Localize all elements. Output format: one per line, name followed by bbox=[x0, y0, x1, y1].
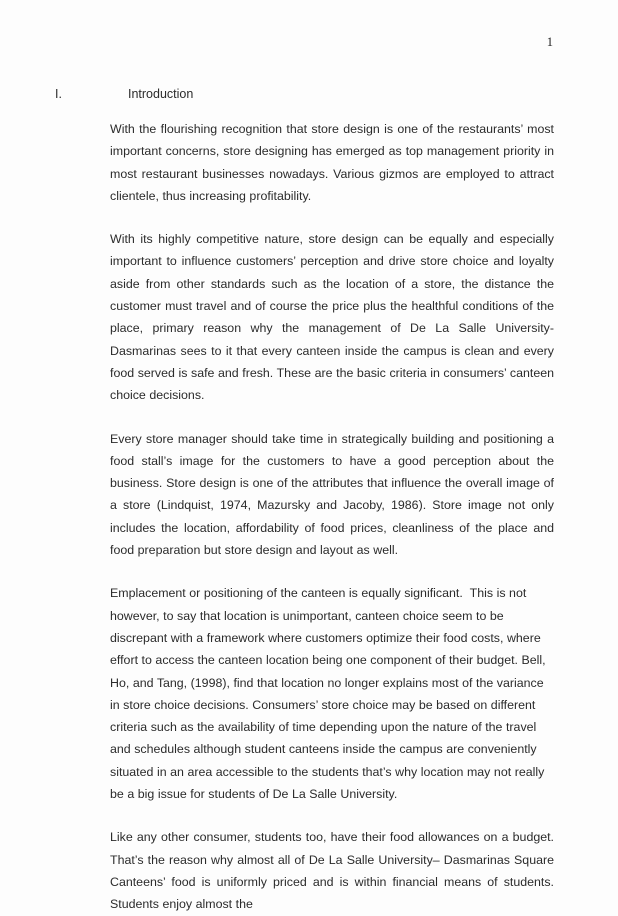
paragraph: With the flourishing recognition that store design is one of the restaurants’ most important concerns, store designing has emerged as top management priority in most restaurant businesses nowadays. Various gizmos are employed to attract clientele, thus increasing profitability. bbox=[110, 122, 558, 203]
paragraph: Like any other consumer, students too, have their food allowances on a budget. That’s the reason why almost all of De La Salle University– Dasmarinas Square Canteens’ food is uniformly priced and is within financial means of students. Students enjoy almost the bbox=[110, 830, 558, 912]
section-heading bbox=[55, 86, 555, 103]
body-text bbox=[110, 118, 558, 916]
section-title: Introduction bbox=[128, 87, 194, 101]
paragraph: Emplacement or positioning of the canteen is equally significant. This is not however, to say that location is unimportant, canteen choice seem to be discrepant with a framework where customers optimize their food costs, where effort to access the canteen location being one component of their budget. Bell, Ho, and Tang, (1998), find that location no longer explains most of the variance in store choice decisions. Consumers’ store choice may be based on different criteria such as the availability of time depending upon the nature of the travel and schedules although student canteens inside the campus are conveniently situated in an area accessible to the students that’s why location may not really be a big issue for students of De La Salle University. bbox=[110, 586, 550, 802]
section-numeral: I. bbox=[55, 87, 62, 101]
page-header bbox=[0, 32, 618, 52]
page-number: 1 bbox=[546, 35, 553, 49]
paragraph: Every store manager should take time in strategically building and positioning a food stall’s image for the customers to have a good perception about the business. Store design is one of the attributes that influence the overall image of a store (Lindquist, 1974, Mazursky and Jacoby, 1986). Store image not only includes the location, affordability of food prices, cleanliness of the place and food preparation but store design and layout as well. bbox=[110, 431, 558, 558]
paragraph: With its highly competitive nature, store design can be equally and especially important to influence customers’ perception and drive store choice and loyalty aside from other standards such as the location of a store, the distance the customer must travel and of course the price plus the healthful conditions of the place, primary reason why the management of De La Salle University- Dasmarinas sees to it that every canteen inside the campus is clean and every food served is safe and fresh. These are the basic criteria in consumers’ canteen choice decisions. bbox=[110, 232, 558, 403]
